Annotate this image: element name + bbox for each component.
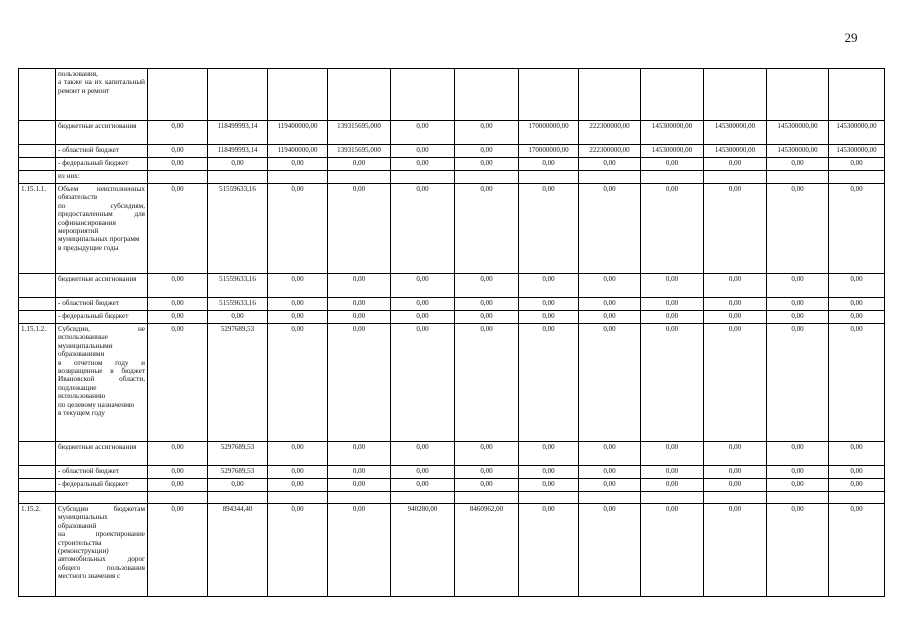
value-cell: 0,00 <box>328 504 391 597</box>
table-row <box>19 504 885 597</box>
row-name-cell: - областной бюджет <box>56 145 148 158</box>
value-cell: 170000000,00 <box>519 145 579 158</box>
row-name-cell: бюджетные ассигнования <box>56 121 148 145</box>
table-row <box>19 311 885 324</box>
value-cell: 0,00 <box>268 504 328 597</box>
value-cell <box>328 492 391 504</box>
value-cell: 0,00 <box>829 442 885 466</box>
value-cell: 0,00 <box>455 121 519 145</box>
table-row <box>19 492 885 504</box>
value-cell <box>268 492 328 504</box>
value-cell: 0,00 <box>148 145 208 158</box>
value-cell: 118499993,14 <box>208 121 268 145</box>
value-cell: 0,00 <box>829 311 885 324</box>
value-cell: 0,00 <box>641 184 704 274</box>
value-cell: 0,00 <box>148 274 208 298</box>
value-cell: 222300000,00 <box>579 121 641 145</box>
value-cell: 0,00 <box>455 158 519 171</box>
value-cell: 0,00 <box>641 324 704 442</box>
table-row <box>19 121 885 145</box>
value-cell: 0,00 <box>148 158 208 171</box>
value-cell: 0,00 <box>519 298 579 311</box>
value-cell: 0,00 <box>641 298 704 311</box>
value-cell: 0,00 <box>519 466 579 479</box>
row-name-cell: - федеральный бюджет <box>56 311 148 324</box>
row-code-cell <box>19 158 56 171</box>
value-cell <box>579 69 641 121</box>
value-cell: 0,00 <box>268 466 328 479</box>
row-code-cell <box>19 145 56 158</box>
value-cell: 0,00 <box>767 274 829 298</box>
value-cell: 145300000,00 <box>704 121 767 145</box>
value-cell <box>148 492 208 504</box>
value-cell: 0,00 <box>455 311 519 324</box>
value-cell <box>268 171 328 184</box>
value-cell: 0,00 <box>268 479 328 492</box>
value-cell: 139315695,000 <box>328 145 391 158</box>
value-cell <box>208 492 268 504</box>
value-cell: 0,00 <box>829 324 885 442</box>
value-cell <box>519 69 579 121</box>
value-cell: 0,00 <box>148 504 208 597</box>
value-cell: 145300000,00 <box>704 145 767 158</box>
row-name-cell: - областной бюджет <box>56 466 148 479</box>
value-cell: 0,00 <box>268 311 328 324</box>
value-cell <box>704 492 767 504</box>
value-cell: 0,00 <box>829 298 885 311</box>
value-cell: 0,00 <box>767 298 829 311</box>
value-cell <box>455 69 519 121</box>
value-cell: 0,00 <box>148 121 208 145</box>
value-cell <box>328 69 391 121</box>
value-cell: 0,00 <box>767 466 829 479</box>
value-cell: 145300000,00 <box>641 145 704 158</box>
value-cell: 0,00 <box>519 184 579 274</box>
value-cell: 0,00 <box>391 184 455 274</box>
value-cell: 118499993,14 <box>208 145 268 158</box>
value-cell: 0,00 <box>519 442 579 466</box>
value-cell: 0,00 <box>391 479 455 492</box>
value-cell: 0,00 <box>641 504 704 597</box>
value-cell: 0,00 <box>208 311 268 324</box>
value-cell: 0,00 <box>519 274 579 298</box>
value-cell: 0,00 <box>641 158 704 171</box>
row-code-cell: 1.15.1.2. <box>19 324 56 442</box>
row-name-cell: бюджетные ассигнования <box>56 274 148 298</box>
value-cell: 8460962,00 <box>455 504 519 597</box>
row-code-cell <box>19 492 56 504</box>
value-cell: 0,00 <box>519 504 579 597</box>
value-cell: 0,00 <box>328 158 391 171</box>
value-cell <box>704 69 767 121</box>
value-cell: 0,00 <box>148 442 208 466</box>
table-row <box>19 184 885 274</box>
value-cell: 0,00 <box>328 184 391 274</box>
row-name-cell: - областной бюджет <box>56 298 148 311</box>
value-cell <box>579 492 641 504</box>
table-row <box>19 171 885 184</box>
value-cell: 0,00 <box>641 466 704 479</box>
value-cell: 0,00 <box>455 466 519 479</box>
value-cell: 0,00 <box>455 184 519 274</box>
value-cell: 0,00 <box>829 504 885 597</box>
value-cell: 139315695,000 <box>328 121 391 145</box>
table-row <box>19 145 885 158</box>
value-cell: 51559633,16 <box>208 274 268 298</box>
row-name-cell: - федеральный бюджет <box>56 479 148 492</box>
value-cell: 0,00 <box>704 504 767 597</box>
table-row <box>19 69 885 121</box>
value-cell <box>579 171 641 184</box>
value-cell: 0,00 <box>704 158 767 171</box>
value-cell: 0,00 <box>829 466 885 479</box>
value-cell: 0,00 <box>519 311 579 324</box>
value-cell <box>328 171 391 184</box>
value-cell: 145300000,00 <box>767 121 829 145</box>
value-cell: 0,00 <box>519 158 579 171</box>
value-cell: 119400000,00 <box>268 121 328 145</box>
value-cell: 0,00 <box>391 324 455 442</box>
value-cell: 119400000,00 <box>268 145 328 158</box>
value-cell: 0,00 <box>704 298 767 311</box>
value-cell: 0,00 <box>767 504 829 597</box>
value-cell <box>208 69 268 121</box>
value-cell <box>767 492 829 504</box>
table-row <box>19 324 885 442</box>
value-cell: 0,00 <box>268 158 328 171</box>
value-cell: 0,00 <box>328 479 391 492</box>
value-cell: 145300000,00 <box>641 121 704 145</box>
value-cell <box>519 492 579 504</box>
value-cell: 0,00 <box>704 442 767 466</box>
value-cell: 0,00 <box>268 442 328 466</box>
value-cell: 0,00 <box>579 504 641 597</box>
value-cell: 0,00 <box>579 158 641 171</box>
row-code-cell: 1.15.2. <box>19 504 56 597</box>
table-row <box>19 158 885 171</box>
value-cell: 0,00 <box>579 184 641 274</box>
value-cell: 0,00 <box>268 298 328 311</box>
value-cell: 0,00 <box>704 324 767 442</box>
row-code-cell <box>19 442 56 466</box>
value-cell: 0,00 <box>767 442 829 466</box>
page-number: 29 <box>844 30 858 45</box>
value-cell: 0,00 <box>767 324 829 442</box>
value-cell: 0,00 <box>268 184 328 274</box>
value-cell: 0,00 <box>148 311 208 324</box>
value-cell <box>391 492 455 504</box>
value-cell <box>829 171 885 184</box>
value-cell: 0,00 <box>391 442 455 466</box>
value-cell <box>519 171 579 184</box>
value-cell: 0,00 <box>579 311 641 324</box>
value-cell: 0,00 <box>328 274 391 298</box>
budget-table <box>18 68 885 597</box>
value-cell <box>391 171 455 184</box>
row-name-cell: Субсидии бюджетам муниципальных образований на проектирование строительства (реконструкции) автомобильных дорог общего пользования местного значения с <box>56 504 148 597</box>
row-code-cell <box>19 466 56 479</box>
value-cell <box>641 69 704 121</box>
value-cell: 0,00 <box>208 158 268 171</box>
value-cell: 0,00 <box>391 274 455 298</box>
row-name-cell: пользования, а также на их капитальный ремонт и ремонт <box>56 69 148 121</box>
value-cell: 0,00 <box>391 158 455 171</box>
value-cell: 894344,40 <box>208 504 268 597</box>
value-cell: 0,00 <box>391 145 455 158</box>
value-cell: 0,00 <box>829 274 885 298</box>
row-code-cell <box>19 479 56 492</box>
row-name-cell: Субсидии, не использованные муниципальными образованиями в отчетном году и возвращенные в бюджет Ивановской области, подлежащие использованию по целевому назначению в текущем году <box>56 324 148 442</box>
row-name-cell: из них: <box>56 171 148 184</box>
value-cell: 0,00 <box>208 479 268 492</box>
value-cell: 0,00 <box>455 324 519 442</box>
row-code-cell <box>19 311 56 324</box>
value-cell: 0,00 <box>328 466 391 479</box>
value-cell <box>268 69 328 121</box>
value-cell: 0,00 <box>641 311 704 324</box>
value-cell <box>641 171 704 184</box>
value-cell: 0,00 <box>641 442 704 466</box>
table-row <box>19 298 885 311</box>
row-name-cell <box>56 492 148 504</box>
value-cell <box>391 69 455 121</box>
value-cell: 222300000,00 <box>579 145 641 158</box>
value-cell: 0,00 <box>328 324 391 442</box>
value-cell: 0,00 <box>455 145 519 158</box>
value-cell: 0,00 <box>519 479 579 492</box>
value-cell: 0,00 <box>148 466 208 479</box>
value-cell: 51559633,16 <box>208 298 268 311</box>
value-cell: 0,00 <box>391 466 455 479</box>
value-cell <box>767 171 829 184</box>
value-cell: 0,00 <box>455 274 519 298</box>
value-cell: 0,00 <box>455 298 519 311</box>
value-cell: 0,00 <box>579 466 641 479</box>
value-cell <box>767 69 829 121</box>
value-cell: 0,00 <box>767 184 829 274</box>
value-cell: 0,00 <box>767 479 829 492</box>
value-cell: 51559633,16 <box>208 184 268 274</box>
table-row <box>19 274 885 298</box>
value-cell: 0,00 <box>704 274 767 298</box>
value-cell: 0,00 <box>455 442 519 466</box>
value-cell <box>829 492 885 504</box>
table-row <box>19 466 885 479</box>
value-cell: 0,00 <box>148 479 208 492</box>
value-cell: 0,00 <box>328 298 391 311</box>
value-cell: 145300000,00 <box>829 145 885 158</box>
value-cell <box>455 492 519 504</box>
value-cell <box>704 171 767 184</box>
value-cell: 0,00 <box>579 274 641 298</box>
value-cell: 0,00 <box>148 298 208 311</box>
row-name-cell: - федеральный бюджет <box>56 158 148 171</box>
value-cell: 0,00 <box>641 274 704 298</box>
value-cell <box>148 69 208 121</box>
value-cell: 0,00 <box>829 158 885 171</box>
value-cell: 0,00 <box>829 184 885 274</box>
row-code-cell <box>19 69 56 121</box>
value-cell: 0,00 <box>148 324 208 442</box>
row-code-cell <box>19 171 56 184</box>
value-cell: 0,00 <box>641 479 704 492</box>
value-cell <box>641 492 704 504</box>
value-cell: 0,00 <box>519 324 579 442</box>
value-cell: 0,00 <box>829 479 885 492</box>
value-cell: 170000000,00 <box>519 121 579 145</box>
value-cell <box>455 171 519 184</box>
value-cell: 0,00 <box>455 479 519 492</box>
value-cell <box>208 171 268 184</box>
value-cell: 0,00 <box>391 298 455 311</box>
value-cell: 0,00 <box>579 298 641 311</box>
row-code-cell <box>19 298 56 311</box>
value-cell: 0,00 <box>579 442 641 466</box>
value-cell: 5297689,53 <box>208 324 268 442</box>
value-cell <box>829 69 885 121</box>
value-cell: 0,00 <box>328 311 391 324</box>
value-cell: 0,00 <box>767 311 829 324</box>
value-cell: 0,00 <box>704 184 767 274</box>
table-row <box>19 442 885 466</box>
value-cell: 0,00 <box>268 324 328 442</box>
value-cell: 0,00 <box>148 184 208 274</box>
row-name-cell: бюджетные ассигнования <box>56 442 148 466</box>
value-cell: 0,00 <box>391 121 455 145</box>
value-cell: 940280,00 <box>391 504 455 597</box>
row-code-cell <box>19 121 56 145</box>
value-cell: 0,00 <box>268 274 328 298</box>
row-code-cell: 1.15.1.1. <box>19 184 56 274</box>
value-cell: 0,00 <box>767 158 829 171</box>
value-cell: 0,00 <box>391 311 455 324</box>
value-cell: 0,00 <box>704 479 767 492</box>
value-cell: 0,00 <box>704 311 767 324</box>
value-cell: 145300000,00 <box>829 121 885 145</box>
row-name-cell: Объем неисполненных обязательств по субсидиям, предоставленным для софинансирования мероприятий муниципальных программ в предыдущие годы <box>56 184 148 274</box>
value-cell: 145300000,00 <box>767 145 829 158</box>
value-cell: 5297689,53 <box>208 466 268 479</box>
value-cell: 0,00 <box>704 466 767 479</box>
value-cell: 5297689,53 <box>208 442 268 466</box>
value-cell: 0,00 <box>579 324 641 442</box>
value-cell <box>148 171 208 184</box>
table-row <box>19 479 885 492</box>
row-code-cell <box>19 274 56 298</box>
value-cell: 0,00 <box>579 479 641 492</box>
value-cell: 0,00 <box>328 442 391 466</box>
